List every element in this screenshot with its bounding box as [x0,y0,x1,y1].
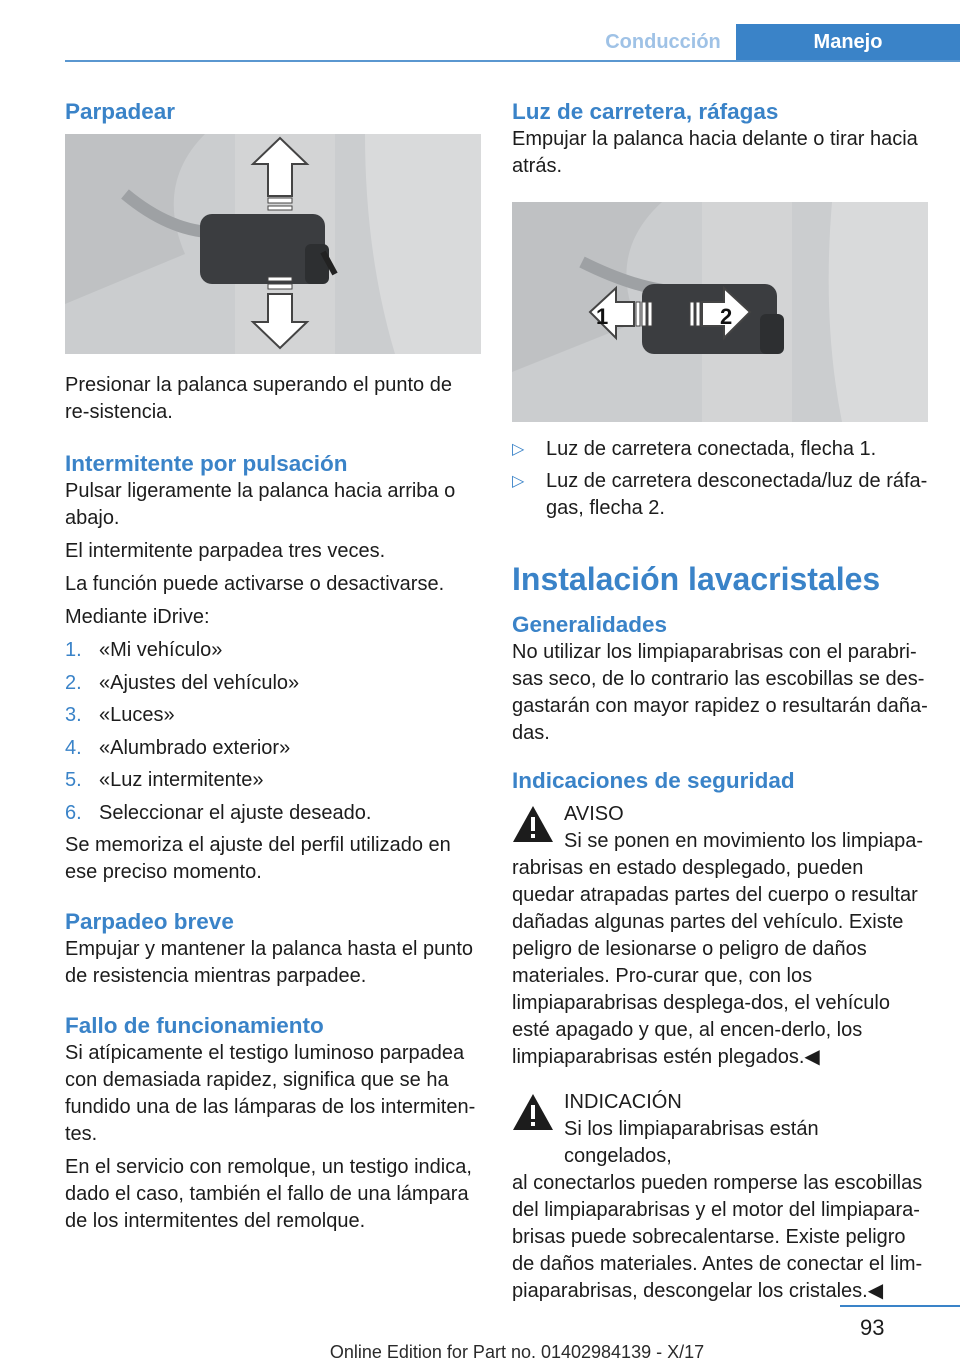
heading-parpadeo-breve: Parpadeo breve [65,909,234,934]
triangle-bullet-icon: ▷ [512,441,525,458]
warning-triangle-icon [512,805,554,843]
luz-bullet-list [512,436,928,522]
footer-edition: Online Edition for Part no. 01402984139 - X/17 [329,1342,705,1362]
page-number: 93 [860,1315,885,1340]
paragraph-fallo: Si atípicamente el testigo luminoso parpadea con demasiada rapidez, significa que se ha fundido una de las lámparas de los intermiten‐tes. [65,1042,476,1145]
warning-aviso-label: AVISO [564,803,624,825]
figure-lever-forward-back [512,202,928,422]
heading-seguridad: Indicaciones de seguridad [512,768,795,793]
lever-up-down-illustration [65,134,481,354]
warning-indicacion [512,1089,928,1305]
heading-generalidades: Generalidades [512,612,668,637]
list-item: 4. «Alumbrado exterior» [65,736,291,759]
heading-instalacion: Instalación lavacristales [512,561,881,597]
header-rule [65,60,960,62]
paragraph-funcion: La función puede activarse o desactivarse. [65,573,445,595]
arrow-label-1: 1 [596,304,609,329]
right-column [512,98,928,1305]
idrive-steps-list [65,637,481,827]
list-item: 6. Seleccionar el ajuste deseado. [65,801,372,824]
heading-parpadear: Parpadear [65,99,176,124]
list-item: ▷ Luz de carretera conectada, flecha 1. [512,436,928,463]
left-column [65,98,481,1235]
warning-aviso-first-line: Si se ponen en movimiento los limpiapa‐ [564,830,924,852]
list-item: 1. «Mi vehículo» [65,639,223,661]
fig1-caption: Presionar la palanca superando el punto de re‐sistencia. [65,374,452,423]
figure-lever-up-down [65,134,481,354]
list-item: 2. «Ajustes del vehículo» [65,671,300,694]
paragraph-empujar-palanca: Empujar la palanca hacia delante o tirar hacia atrás. [512,128,918,177]
warning-indicacion-text: al conectarlos pueden romperse las escobillas del limpiaparabrisas y el motor del limpiapara‐brisas puede sobrecalentarse. Existe peligro de daños materiales. Antes de conectar el lim‐piaparabrisas, descongelar los cristales.◀ [512,1172,923,1302]
warning-triangle-icon [512,1093,554,1131]
paragraph-empujar: Empujar y mantener la palanca hasta el punto de resistencia mientras parpadee. [65,938,474,987]
paragraph-parpadea: El intermitente parpadea tres veces. [65,540,386,562]
footer-rule [840,1305,960,1307]
paragraph-generalidades: No utilizar los limpiaparabrisas con el parabri‐sas seco, de lo contrario las escobillas se des‐gastarán con mayor rapidez o resultarán daña‐das. [512,641,928,744]
paragraph-memoriza: Se memoriza el ajuste del perfil utilizado en ese preciso momento. [65,834,451,883]
heading-intermitente: Intermitente por pulsación [65,451,348,476]
paragraph-pulsar: Pulsar ligeramente la palanca hacia arriba o abajo. [65,480,456,529]
heading-fallo: Fallo de funcionamiento [65,1013,324,1038]
list-item: ▷ Luz de carretera desconectada/luz de ráfa‐gas, flecha 2. [512,470,928,519]
warning-indicacion-first-line: Si los limpiaparabrisas están congelados, [564,1118,819,1167]
triangle-bullet-icon: ▷ [512,473,525,490]
warning-indicacion-label: INDICACIÓN [564,1091,682,1113]
header-tab-manejo: Manejo [736,24,960,60]
header-tab-conduccion: Conducción [605,31,721,53]
paragraph-remolque: En el servicio con remolque, un testigo indica, dado el caso, también el fallo de una lámpara de los intermitentes del remolque. [65,1156,472,1232]
warning-aviso-text: rabrisas en estado desplegado, pueden quedar atrapadas partes del cuerpo o resultar dañadas algunas partes del vehículo. Existe peligro de lesionarse o peligro de daños materiales. Pro‐curar que, con los limpiaparabrisas desplega‐dos, el vehículo esté apagado y que, al encen‐derlo, los limpiaparabrisas estén plegados.◀ [512,857,918,1068]
arrow-label-2: 2 [720,304,733,329]
lever-forward-back-illustration [512,202,928,422]
list-item: 3. «Luces» [65,704,175,726]
paragraph-idrive: Mediante iDrive: [65,606,210,628]
heading-luz-carretera: Luz de carretera, ráfagas [512,99,779,124]
warning-aviso [512,801,928,1071]
list-item: 5. «Luz intermitente» [65,769,264,791]
